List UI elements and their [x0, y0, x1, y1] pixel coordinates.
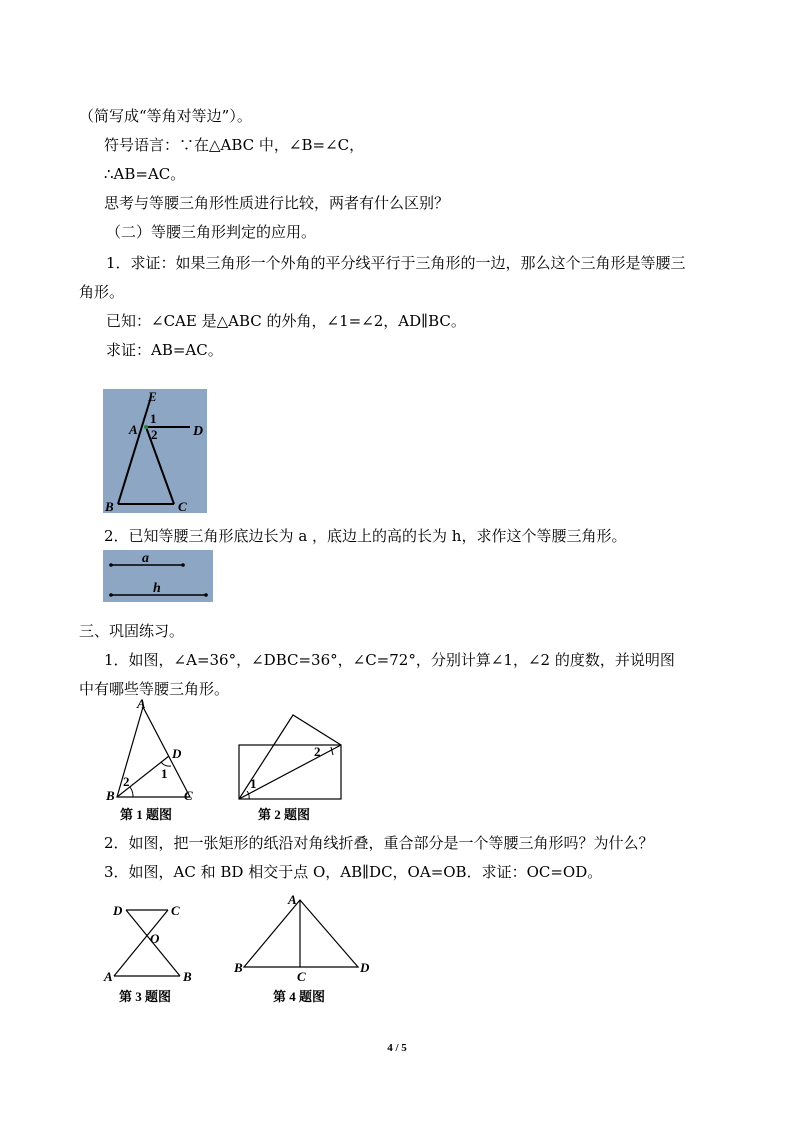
text-line: 求证：AB=AC。 — [106, 341, 223, 359]
segments-a-h-figure — [103, 550, 213, 602]
text-line: 2．如图，把一张矩形的纸沿对角线折叠，重合部分是一个等腰三角形吗？为什么？ — [104, 834, 654, 852]
section-heading: （二）等腰三角形判定的应用。 — [106, 223, 317, 241]
text-line: 3．如图，AC 和 BD 相交于点 O，AB∥DC，OA=OB．求证：OC=OD。 — [104, 863, 603, 881]
endpoint-dot — [109, 563, 113, 567]
text-line: 中有哪些等腰三角形。 — [79, 680, 230, 698]
label-c: C — [184, 788, 193, 803]
vertex-a-mark — [144, 425, 148, 429]
label-a: A — [104, 969, 113, 984]
label-a: A — [288, 892, 297, 907]
triangle-abc-figure — [103, 389, 207, 513]
text-line: 思考与等腰三角形性质进行比较，两者有什么区别？ — [104, 194, 450, 212]
label-b: B — [106, 788, 115, 803]
label-a: A — [137, 696, 146, 711]
label-d: D — [360, 960, 370, 975]
text-line: 2．已知等腰三角形底边长为 a ，底边上的高的长为 h，求作这个等腰三角形。 — [104, 527, 627, 545]
label-angle-1: 1 — [150, 411, 157, 426]
label-o: O — [150, 931, 160, 946]
text-line: 1．如图，∠A=36°，∠DBC=36°，∠C=72°，分别计算∠1，∠2 的度数，并说明图 — [104, 651, 675, 669]
label-d: D — [193, 424, 204, 439]
label-angle-1: 1 — [161, 766, 168, 781]
text-line: 1．求证：如果三角形一个外角的平分线平行于三角形的一边，那么这个三角形是等腰三 — [106, 254, 686, 272]
angle-2-arc — [130, 787, 133, 797]
figure-2-caption: 第 2 题图 — [258, 807, 311, 822]
text-line: 已知：∠CAE 是△ABC 的外角，∠1=∠2，AD∥BC。 — [106, 312, 466, 330]
angle-2-arc — [331, 747, 333, 755]
figure-1-caption: 第 1 题图 — [120, 807, 173, 822]
figure-3 — [100, 898, 196, 984]
label-c: C — [178, 499, 187, 513]
label-h: h — [153, 581, 161, 596]
label-b: B — [234, 960, 243, 975]
text-line: 符号语言：∵在△ABC 中，∠B=∠C， — [104, 136, 365, 154]
figure-1 — [100, 696, 200, 804]
label-a: a — [142, 551, 149, 566]
section-heading: 三、巩固练习。 — [79, 622, 185, 640]
label-b: B — [183, 969, 192, 984]
segment-ca — [114, 910, 168, 976]
label-d: D — [172, 746, 182, 761]
figure-4 — [230, 890, 376, 986]
label-b: B — [105, 499, 114, 513]
endpoint-dot — [204, 593, 208, 597]
label-c: C — [171, 903, 180, 918]
label-angle-2: 2 — [151, 427, 158, 442]
label-a: A — [129, 422, 138, 437]
label-angle-2: 2 — [123, 774, 130, 789]
label-angle-1: 1 — [250, 776, 257, 791]
label-d: D — [113, 903, 123, 918]
text-line: ∴AB=AC。 — [104, 165, 186, 183]
endpoint-dot — [109, 593, 113, 597]
page-number: 4 / 5 — [387, 1042, 407, 1054]
triangle-abd — [244, 900, 358, 967]
label-e: E — [148, 389, 157, 404]
text-line: （简写成“等角对等边”）。 — [79, 107, 252, 125]
figure-3-caption: 第 3 题图 — [119, 989, 172, 1004]
label-c: C — [297, 969, 306, 984]
endpoint-dot — [181, 563, 185, 567]
label-angle-2: 2 — [314, 744, 321, 759]
figure-4-caption: 第 4 题图 — [273, 989, 326, 1004]
text-line: 角形。 — [79, 283, 125, 301]
figure-2 — [234, 710, 346, 804]
